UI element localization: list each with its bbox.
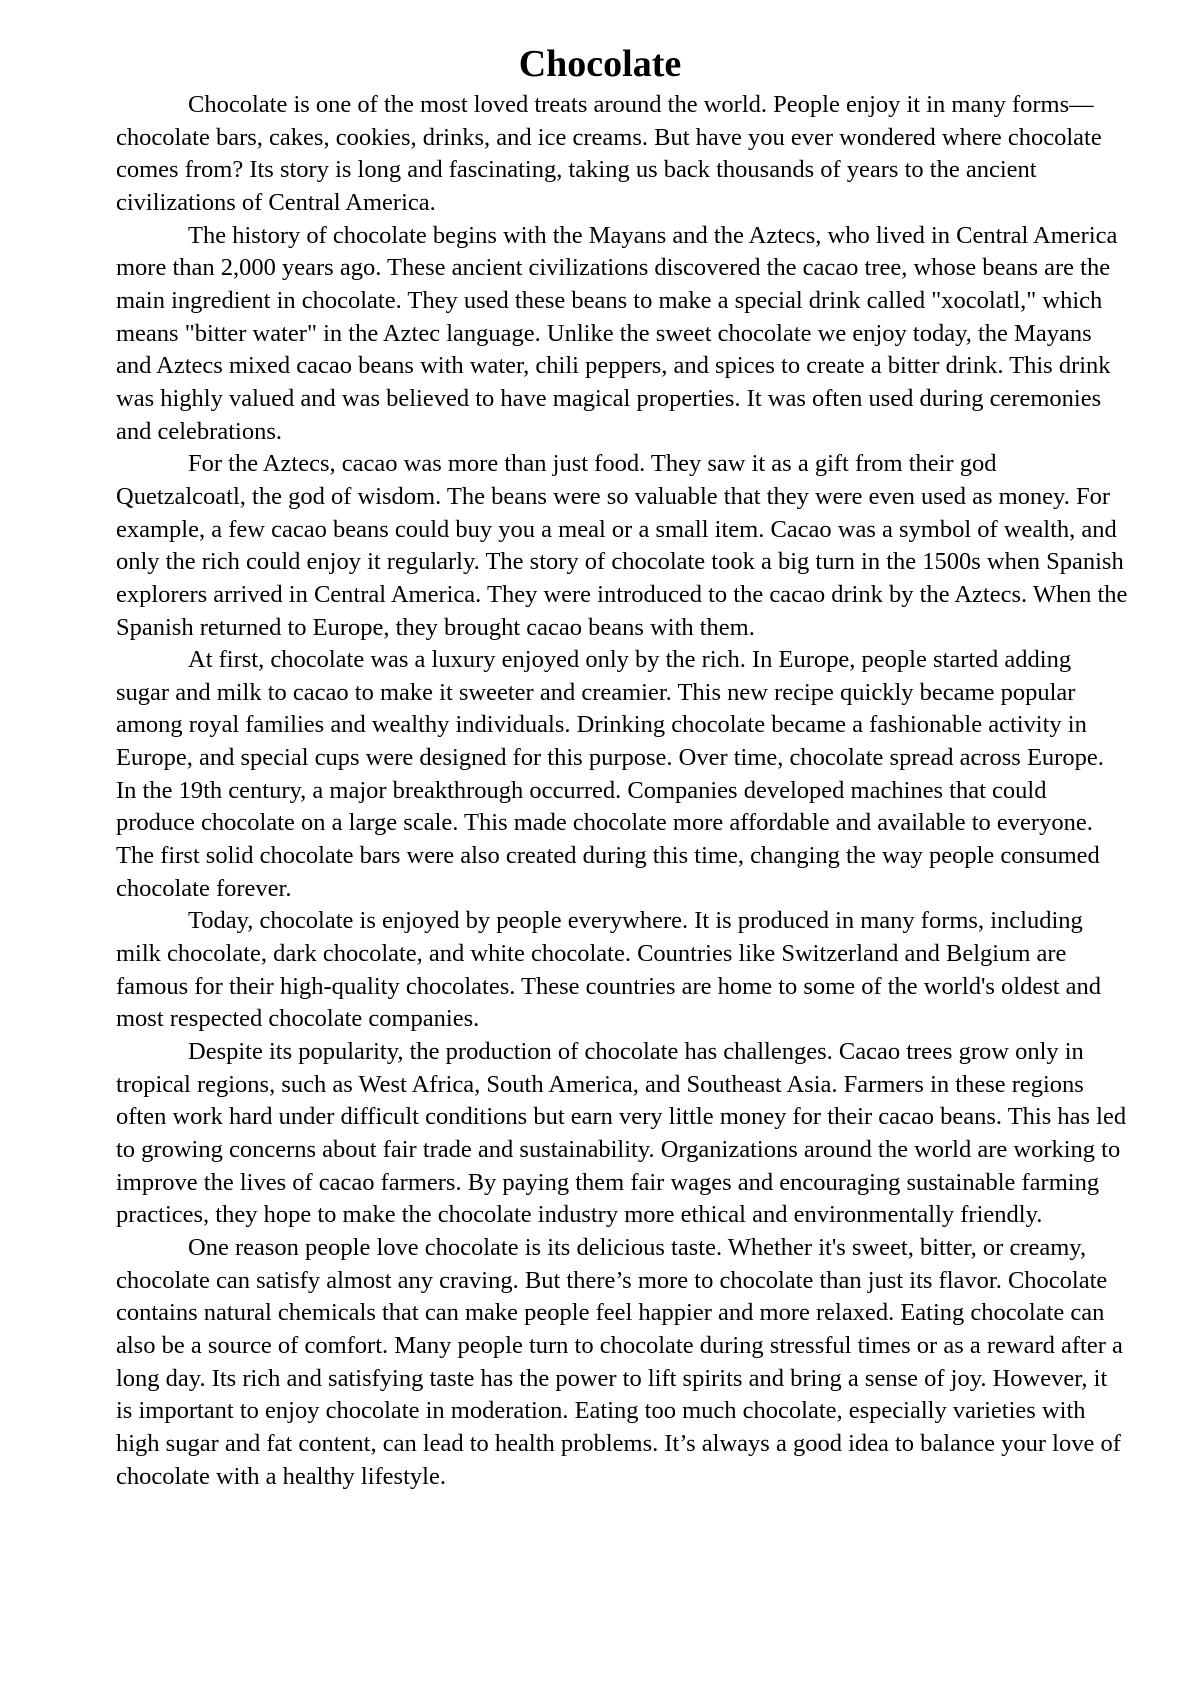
paragraph-6: Despite its popularity, the production of chocolate has challenges. Cacao trees grow only in tropical regions, such as West Africa, South America, and Southeast Asia. Farmers in these regions often work hard under difficult conditions but earn very little money for their cacao beans. This has led to growing concerns about fair trade and sustainability. Organizations around the world are working to improve the lives of cacao farmers. By paying them fair wages and encouraging sustainable farming practices, they hope to make the chocolate industry more ethical and environmentally friendly.: [116, 1038, 1127, 1229]
document-title: Chocolate: [518, 43, 682, 85]
paragraph-2: The history of chocolate begins with the Mayans and the Aztecs, who lived in Central America more than 2,000 years ago. These ancient civilizations discovered the cacao tree, whose beans are the main ingredient in chocolate. They used these beans to make a special drink called "xocolatl," which means "bitter water" in the Aztec language. Unlike the sweet chocolate we enjoy today, the Mayans and Aztecs mixed cacao beans with water, chili peppers, and spices to create a bitter drink. This drink was highly valued and was believed to have magical properties. It was often used during ceremonies and celebrations.: [116, 221, 1118, 445]
paragraph-5: Today, chocolate is enjoyed by people everywhere. It is produced in many forms, including milk chocolate, dark chocolate, and white chocolate. Countries like Switzerland and Belgium are famous for their high-quality chocolates. These countries are home to some of the world's oldest and most respected chocolate companies.: [116, 907, 1102, 1033]
paragraph-7: One reason people love chocolate is its delicious taste. Whether it's sweet, bitter, or creamy, chocolate can satisfy almost any craving. But there’s more to chocolate than just its flavor. Chocolate contains natural chemicals that can make people feel happier and more relaxed. Eating chocolate can also be a source of comfort. Many people turn to chocolate during stressful times or as a reward after a long day. Its rich and satisfying taste has the power to lift spirits and bring a sense of joy. However, it is important to enjoy chocolate in moderation. Eating too much chocolate, especially varieties with high sugar and fat content, can lead to health problems. It’s always a good idea to balance your love of chocolate with a healthy lifestyle.: [116, 1233, 1123, 1490]
paragraph-1: Chocolate is one of the most loved treats around the world. People enjoy it in many forms—chocolate bars, cakes, cookies, drinks, and ice creams. But have you ever wondered where chocolate comes from? Its story is long and fascinating, taking us back thousands of years to the ancient civilizations of Central America.: [116, 91, 1102, 216]
document-body: [116, 89, 1128, 1493]
paragraph-3: For the Aztecs, cacao was more than just food. They saw it as a gift from their god Quetzalcoatl, the god of wisdom. The beans were so valuable that they were even used as money. For example, a few cacao beans could buy you a meal or a small item. Cacao was a symbol of wealth, and only the rich could enjoy it regularly. The story of chocolate took a big turn in the 1500s when Spanish explorers arrived in Central America. They were introduced to the cacao drink by the Aztecs. When the Spanish returned to Europe, they brought cacao beans with them.: [116, 450, 1128, 641]
paragraph-4: At first, chocolate was a luxury enjoyed only by the rich. In Europe, people started adding sugar and milk to cacao to make it sweeter and creamier. This new recipe quickly became popular among royal families and wealthy individuals. Drinking chocolate became a fashionable activity in Europe, and special cups were designed for this purpose. Over time, chocolate spread across Europe. In the 19th century, a major breakthrough occurred. Companies developed machines that could produce chocolate on a large scale. This made chocolate more affordable and available to everyone. The first solid chocolate bars were also created during this time, changing the way people consumed chocolate forever.: [116, 646, 1104, 902]
